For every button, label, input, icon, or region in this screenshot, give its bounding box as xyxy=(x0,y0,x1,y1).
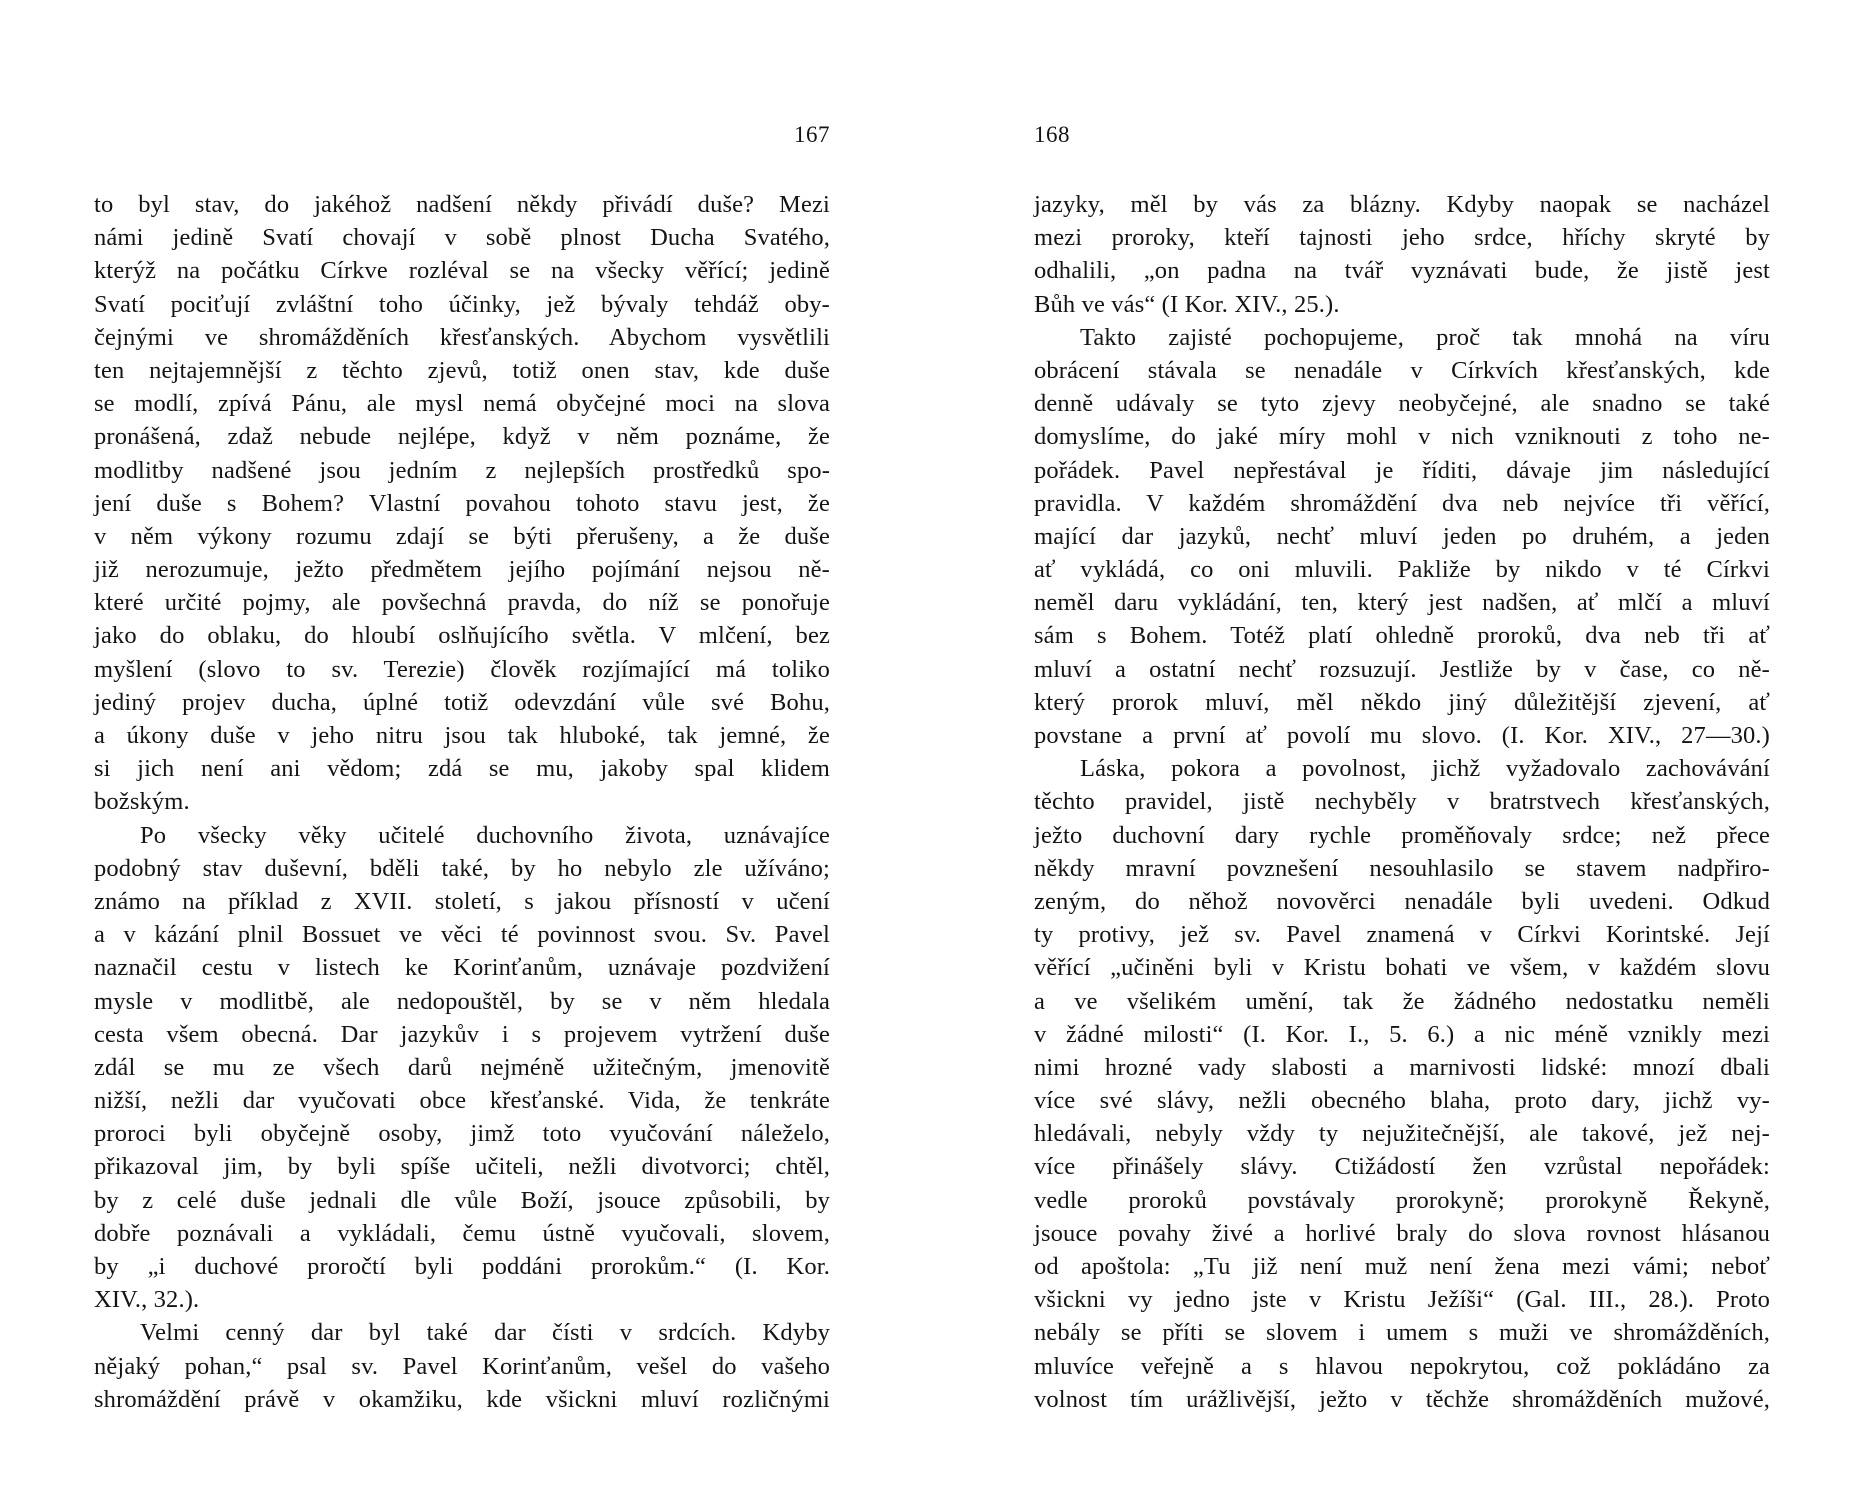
text-line: všickni vy jedno jste v Kristu Ježíši“ (Gal. III., 28.). Proto xyxy=(1034,1286,1770,1314)
text-line: Láska, pokora a povolnost, jichž vyžadovalo zachovávání xyxy=(1080,755,1770,783)
text-line: neměl daru vykládání, ten, který jest nadšen, ať mlčí a mluví xyxy=(1034,589,1770,617)
text-line: by „i duchové proročtí byli poddáni prorokům.“ (I. Kor. xyxy=(94,1253,830,1280)
text-line: známo na příklad z XVII. století, s jakou přísností v učení xyxy=(94,887,830,915)
text-line: pronášená, zdaž nebude nejlépe, když v něm poznáme, že xyxy=(94,423,830,451)
text-line: ten nejtajemnější z těchto zjevů, totiž onen stav, kde duše xyxy=(94,356,830,384)
text-line: mezi proroky, kteří tajnosti jeho srdce, hříchy skryté by xyxy=(1034,224,1770,252)
page-text xyxy=(94,188,830,1416)
text-line: ty protivy, jež sv. Pavel znamená v Církvi Korintské. Její xyxy=(1034,921,1770,949)
text-line: který prorok mluví, měl někdo jiný důležitější zjevení, ať xyxy=(1034,688,1770,716)
text-line: mající dar jazyků, nechť mluví jeden po druhém, a jeden xyxy=(1034,522,1770,550)
text-line: Po všecky věky učitelé duchovního života, uznávajíce xyxy=(140,821,830,849)
text-line: nebály se příti se slovem i umem s muži ve shromážděních, xyxy=(1034,1319,1770,1347)
text-line: jení duše s Bohem? Vlastní povahou tohoto stavu jest, že xyxy=(94,489,830,517)
text-line: Bůh ve vás“ (I Kor. XIV., 25.). xyxy=(1034,290,1340,318)
text-line: od apoštola: „Tu již není muž není žena mezi vámi; neboť xyxy=(1034,1253,1770,1280)
text-line: se modlí, zpívá Pánu, ale mysl nemá obyčejné moci na slova xyxy=(94,390,830,418)
text-line: již nerozumuje, ježto předmětem jejího pojímání nejsou ně- xyxy=(94,556,830,584)
text-line: někdy mravní povznešení nesouhlasilo se stavem nadpřiro- xyxy=(1034,854,1770,882)
page-text xyxy=(1034,188,1770,1416)
text-line: čejnými ve shromážděních křesťanských. Abychom vysvětlili xyxy=(94,323,830,351)
text-line: mysle v modlitbě, ale nedopouštěl, by se v něm hledala xyxy=(94,987,830,1015)
text-line: XIV., 32.). xyxy=(94,1286,200,1314)
text-line: jazyky, měl by vás za blázny. Kdyby naopak se nacházel xyxy=(1034,191,1770,218)
text-line: ježto duchovní dary rychle proměňovaly srdce; než přece xyxy=(1034,821,1770,849)
text-line: více své slávy, nežli obecného blaha, proto dary, jichž vy- xyxy=(1034,1087,1770,1115)
text-line: více přinášely slávy. Ctižádostí žen vzrůstal nepořádek: xyxy=(1034,1153,1770,1181)
text-line: nějaký pohan,“ psal sv. Pavel Korinťanům, vešel do vašeho xyxy=(94,1352,830,1380)
right-page xyxy=(1034,0,1770,1500)
text-line: hledávali, nebyly vždy ty nejužitečnější, ale takové, jež nej- xyxy=(1034,1120,1770,1148)
text-line: naznačil cestu v listech ke Korinťanům, uznávaje pozdvižení xyxy=(94,954,830,982)
text-line: pořádek. Pavel nepřestával je říditi, dávaje jim následující xyxy=(1034,456,1770,484)
text-line: zeným, do něhož novověrci nenadále byli uvedeni. Odkud xyxy=(1034,887,1770,915)
text-line: dobře poznávali a vykládali, čemu ústně vyučovali, slovem, xyxy=(94,1219,830,1247)
text-line: shromáždění právě v okamžiku, kde všickni mluví rozličnými xyxy=(94,1385,830,1413)
text-line: Velmi cenný dar byl také dar čísti v srdcích. Kdyby xyxy=(140,1319,830,1347)
text-line: cesta všem obecná. Dar jazykův i s projevem vytržení duše xyxy=(94,1020,830,1048)
text-line: mluví a ostatní nechť rozsuzují. Jestliže by v čase, co ně- xyxy=(1034,655,1770,683)
text-line: myšlení (slovo to sv. Terezie) člověk rozjímající má toliko xyxy=(94,655,830,683)
text-line: obrácení stávala se nenadále v Církvích křesťanských, kde xyxy=(1034,356,1770,384)
text-line: si jich není ani vědom; zdá se mu, jakoby spal klidem xyxy=(94,755,830,783)
text-line: božským. xyxy=(94,788,190,816)
text-line: by z celé duše jednali dle vůle Boží, jsouce způsobili, by xyxy=(94,1186,830,1214)
text-line: věřící „učiněni byli v Kristu bohati ve všem, v každém slovu xyxy=(1034,954,1770,982)
text-line: zdál se mu ze všech darů nejméně užitečným, jmenovitě xyxy=(94,1053,830,1081)
text-line: jako do oblaku, do hloubí oslňujícího světla. V mlčení, bez xyxy=(94,622,830,650)
text-line: nižší, nežli dar vyučovati obce křesťanské. Vida, že tenkráte xyxy=(94,1087,830,1115)
text-line: to byl stav, do jakéhož nadšení někdy přivádí duše? Mezi xyxy=(94,191,830,218)
text-line: kterýž na počátku Církve rozléval se na všecky věřící; jedině xyxy=(94,257,830,285)
text-line: povstane a první ať povolí mu slovo. (I. Kor. XIV., 27—30.) xyxy=(1034,722,1770,749)
text-line: proroci byli obyčejně osoby, jimž toto vyučování náleželo, xyxy=(94,1120,830,1148)
text-line: přikazoval jim, by byli spíše učiteli, nežli divotvorci; chtěl, xyxy=(94,1153,830,1181)
text-line: Takto zajisté pochopujeme, proč tak mnohá na víru xyxy=(1080,323,1770,351)
page-number: 167 xyxy=(794,122,830,147)
text-line: sám s Bohem. Totéž platí ohledně proroků, dva neb tři ať xyxy=(1034,622,1770,650)
text-line: mluvíce veřejně a s hlavou nepokrytou, což pokládáno za xyxy=(1034,1352,1770,1380)
text-line: v žádné milosti“ (I. Kor. I., 5. 6.) a nic méně vznikly mezi xyxy=(1034,1020,1770,1048)
text-line: a ve všelikém umění, tak že žádného nedostatku neměli xyxy=(1034,987,1770,1015)
text-line: domyslíme, do jaké míry mohl v nich vzniknouti z toho ne- xyxy=(1034,423,1770,451)
text-line: těchto pravidel, jistě nechyběly v bratrstvech křesťanských, xyxy=(1034,788,1770,816)
text-line: nimi hrozné vady slabosti a marnivosti lidské: mnozí dbali xyxy=(1034,1053,1770,1081)
text-line: a úkony duše v jeho nitru jsou tak hluboké, tak jemné, že xyxy=(94,722,830,749)
text-line: které určité pojmy, ale povšechná pravda, do níž se ponořuje xyxy=(94,589,830,617)
text-line: Svatí pociťují zvláštní toho účinky, jež bývaly tehdáž oby- xyxy=(94,290,830,318)
text-line: podobný stav duševní, bděli také, by ho nebylo zle užíváno; xyxy=(94,854,830,882)
text-line: ať vykládá, co oni mluvili. Pakliže by nikdo v té Církvi xyxy=(1034,556,1770,584)
text-line: jsouce povahy živé a horlivé braly do slova rovnost hlásanou xyxy=(1034,1219,1770,1247)
text-line: volnost tím urážlivější, ježto v těchže shromážděních mužové, xyxy=(1034,1385,1770,1413)
text-line: odhalili, „on padna na tvář vyznávati bude, že jistě jest xyxy=(1034,257,1770,285)
left-page xyxy=(94,0,830,1500)
text-line: modlitby nadšené jsou jedním z nejlepších prostředků spo- xyxy=(94,456,830,484)
text-line: jediný projev ducha, úplné totiž odevzdání vůle své Bohu, xyxy=(94,688,830,716)
text-line: a v kázání plnil Bossuet ve věci té povinnost svou. Sv. Pavel xyxy=(94,921,830,949)
page-number: 168 xyxy=(1034,122,1070,147)
text-line: vedle proroků povstávaly prorokyně; prorokyně Řekyně, xyxy=(1034,1186,1770,1214)
text-line: v něm výkony rozumu zdají se býti přerušeny, a že duše xyxy=(94,522,830,550)
text-line: námi jedině Svatí chovají v sobě plnost Ducha Svatého, xyxy=(94,224,830,252)
text-line: pravidla. V každém shromáždění dva neb nejvíce tři věřící, xyxy=(1034,489,1770,517)
text-line: denně udávaly se tyto zjevy neobyčejné, ale snadno se také xyxy=(1034,390,1770,418)
